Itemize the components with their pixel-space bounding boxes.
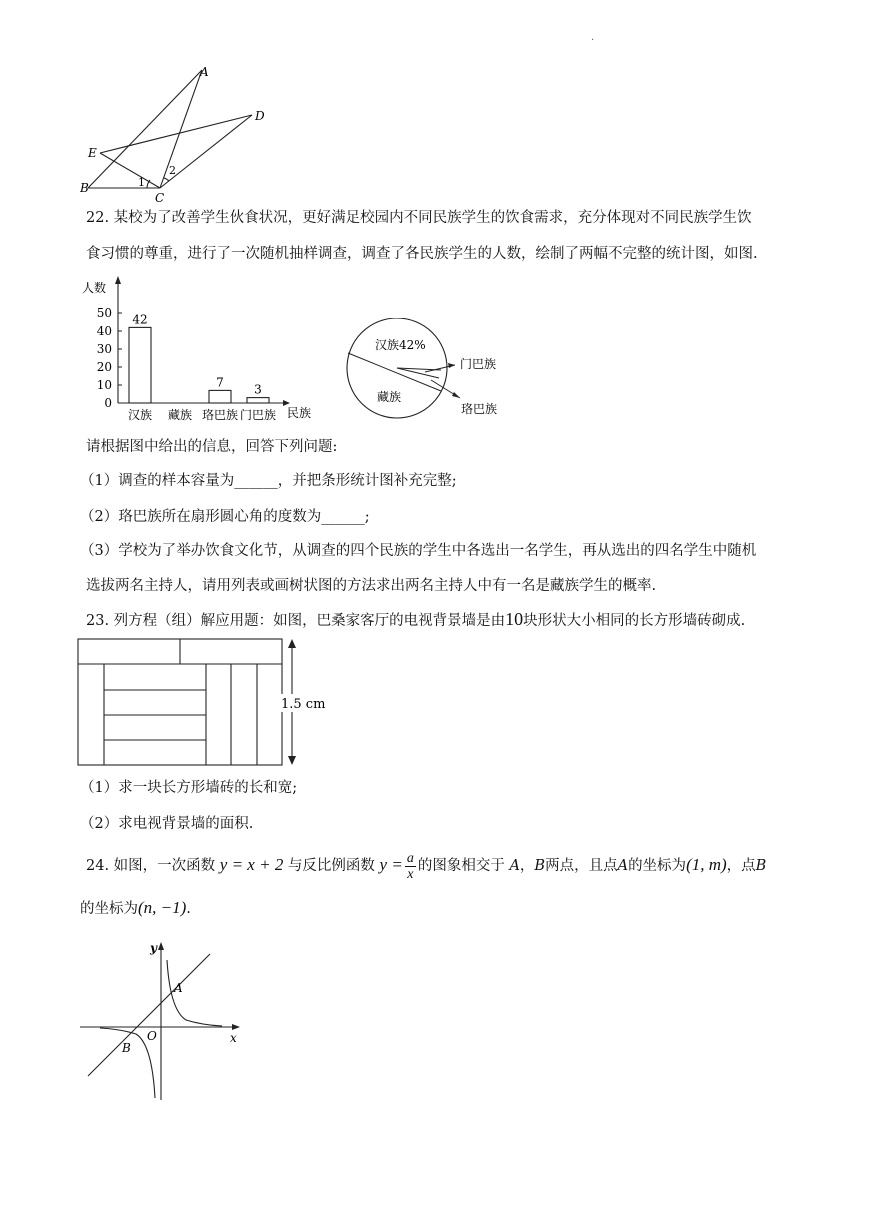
q24-line2 [80, 894, 191, 923]
bar [129, 327, 151, 403]
q24-coord-A: (1, m) [686, 855, 727, 874]
dimension-arrow-top [288, 639, 296, 648]
page-mark: . [591, 32, 595, 43]
bar [247, 398, 269, 403]
point-B-label: B [122, 1041, 131, 1055]
q22-sub1: （1）调查的样本容量为______，并把条形统计图补充完整; [80, 473, 457, 489]
q24-fraction-num: a [406, 850, 414, 866]
q24-line1 [86, 848, 766, 882]
q23-number: 10 [505, 609, 524, 629]
x-axis-label: x [230, 1031, 237, 1045]
label-C: C [155, 191, 165, 205]
q24-text-4: 两点，且点 [545, 858, 618, 874]
x-axis-arrow [232, 1024, 240, 1030]
y-axis-label: y [150, 941, 157, 955]
q22-sub3a: （3）学校为了举办饮食文化节，从调查的四个民族的学生中各选出一名学生，再从选出的四名学生中随机 [80, 543, 757, 559]
q24-linear-function: y = x + 2 [219, 855, 284, 874]
label-D: D [255, 109, 265, 123]
q23-text-a: 23. 列方程（组）解应用题：如图，巴桑家客厅的电视背景墙是由 [86, 613, 506, 629]
bar-category-label: 藏族 [167, 408, 193, 422]
bar-y-title: 人数 [82, 281, 107, 295]
bar-category-label: 门巴族 [239, 408, 277, 422]
tile-wall-figure [76, 636, 336, 770]
bar [209, 390, 231, 403]
bar-category-label: 汉族 [127, 408, 153, 422]
q24-point-B: B [534, 858, 546, 874]
line-BA [88, 70, 202, 188]
q24-text-2: 与反比例函数 [287, 858, 375, 874]
dimension-label: 1.5 cm [281, 697, 326, 712]
point-A-label: A [174, 981, 183, 995]
q24-inverse-lhs: y = [379, 855, 403, 874]
bar-x-title: 民族 [287, 406, 312, 420]
q22-prompt: 请根据图中给出的信息，回答下列问题: [86, 439, 338, 455]
pie-label-menba: 门巴族 [460, 357, 497, 371]
q23-sub2: （2）求电视背景墙的面积. [80, 816, 254, 832]
q24-text-5: 的坐标为 [628, 858, 687, 874]
q22-sub2: （2）珞巴族所在扇形圆心角的度数为______; [80, 509, 370, 525]
q22-line2: 食习惯的尊重，进行了一次随机抽样调查，调查了各民族学生的人数，绘制了两幅不完整的统计图，如图. [86, 246, 758, 262]
bar-chart [80, 276, 325, 426]
label-A: A [200, 65, 209, 79]
label-B: B [80, 181, 89, 195]
pie-divider-main [348, 353, 441, 391]
q24-fraction-den: x [407, 866, 414, 882]
pie-label-luoba: 珞巴族 [461, 402, 498, 416]
bar-y-tick-label: 40 [96, 324, 112, 338]
line-EC [100, 153, 160, 188]
bar-y-tick-label: 0 [104, 396, 112, 410]
bar-y-tick-label: 10 [96, 378, 112, 392]
pie-label-zang: 藏族 [377, 390, 402, 404]
function-graph [78, 940, 258, 1105]
bar-value-label: 3 [254, 382, 262, 397]
pie-chart [335, 318, 525, 428]
q24-sep: ， [519, 858, 535, 874]
y-axis-arrow [158, 942, 164, 950]
bar-category-label: 珞巴族 [201, 408, 239, 422]
q24-text-1: 24. 如图，一次函数 [86, 858, 216, 874]
label-angle2: 2 [169, 164, 176, 177]
label-E: E [88, 146, 97, 160]
bar-y-arrow [115, 276, 121, 284]
q24-line2-end: . [186, 901, 191, 917]
triangle-figure [80, 60, 280, 205]
q22-line1: 22. 某校为了改善学生伙食状况，更好满足校园内不同民族学生的饮食需求，充分体现对不同民族学生饮 [86, 210, 752, 226]
bar-value-label: 42 [132, 312, 148, 327]
bar-y-tick-label: 20 [96, 360, 112, 374]
q24-point-A2: A [617, 858, 629, 874]
q24-text-6: ，点 [726, 858, 756, 874]
bar-y-tick-label: 50 [96, 306, 112, 320]
dimension-arrow-bottom [288, 756, 296, 765]
pie-label-han: 汉族42% [375, 338, 426, 352]
bar-y-tick-label: 30 [96, 342, 112, 356]
line-ED [100, 115, 252, 153]
q23-sub1: （1）求一块长方形墙砖的长和宽; [80, 780, 298, 796]
q23-text-b: 块形状大小相同的长方形墙砖砌成. [523, 613, 746, 629]
q23-line1 [86, 609, 745, 631]
q24-line2-text: 的坐标为 [80, 901, 138, 917]
pie-arrowhead-menba [448, 363, 455, 368]
q24-text-3: 的图象相交于 [417, 858, 505, 874]
q24-point-A: A [509, 858, 520, 874]
pie-arrowhead-luoba [452, 392, 460, 398]
q22-sub3b: 选拔两名主持人，请用列表或画树状图的方法求出两名主持人中有一名是藏族学生的概率. [86, 578, 657, 594]
q24-coord-B: (n, −1) [138, 898, 187, 917]
q24-point-B2: B [755, 858, 767, 874]
q24-fraction [405, 851, 416, 882]
bar-value-label: 7 [216, 375, 224, 390]
angle2-arc [164, 178, 169, 181]
label-angle1: 1 [138, 176, 145, 189]
origin-label: O [147, 1029, 157, 1043]
